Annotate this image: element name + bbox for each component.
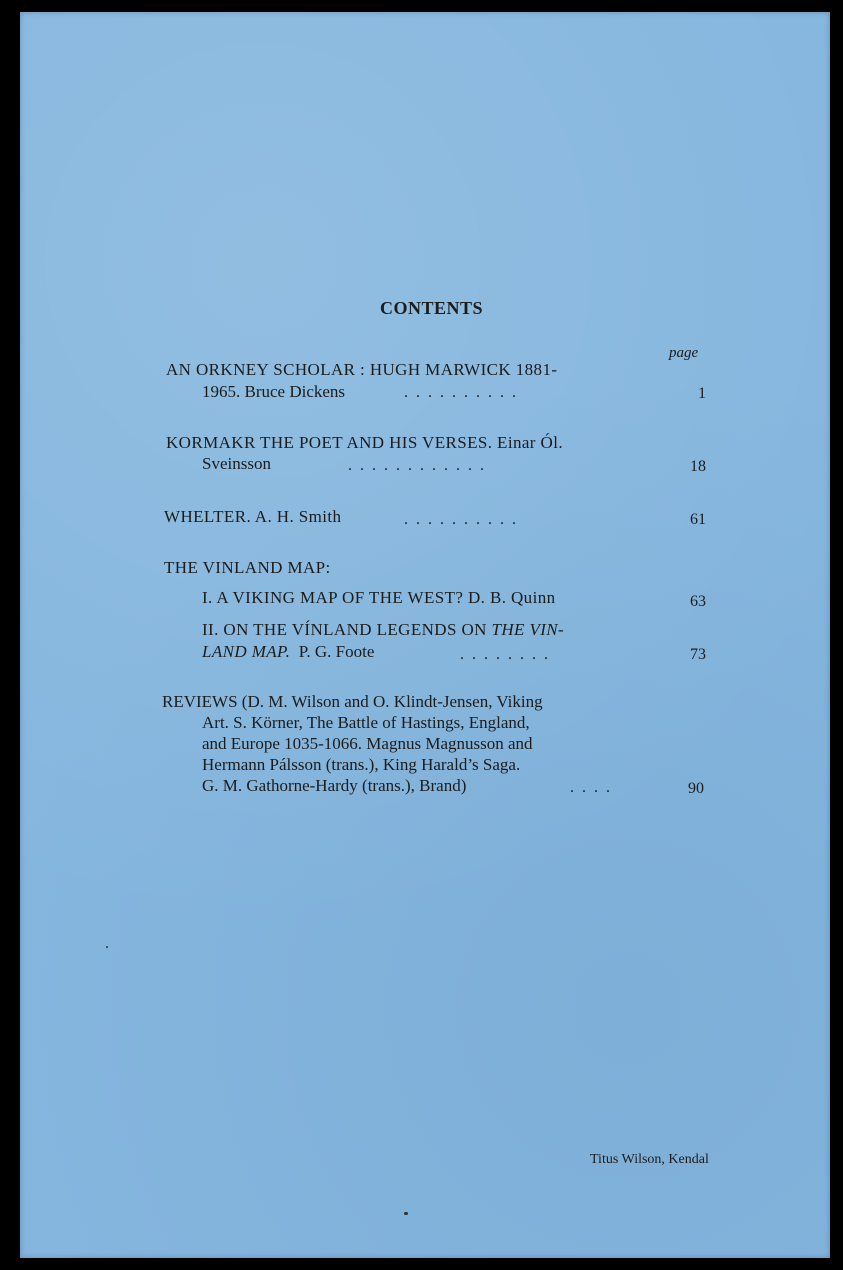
- journal-back-cover: [20, 12, 830, 1258]
- entry-5-page-number: 90: [688, 780, 704, 797]
- printer-imprint: Titus Wilson, Kendal: [590, 1152, 709, 1167]
- entry-2-line-1: KORMAKR THE POET AND HIS VERSES. Einar Ól.: [166, 433, 563, 452]
- entry-4-part-1-page-number: 63: [690, 593, 706, 610]
- entry-1-line-2: 1965. Bruce Dickens: [202, 382, 346, 401]
- contents-heading: CONTENTS: [380, 298, 484, 318]
- entry-2-page-number: 18: [690, 458, 706, 475]
- entry-4-part-2-leader-dots: . . . . . . . .: [460, 646, 550, 663]
- entry-4-part-2-author: P. G. Foote: [298, 642, 375, 661]
- entry-4-part-2-italic-title-cont: LAND MAP.: [202, 642, 291, 661]
- entry-5-line-3: and Europe 1035-1066. Magnus Magnusson and: [202, 734, 533, 753]
- entry-5-leader-dots: . . . .: [570, 779, 612, 796]
- entry-4-part-2-line-1: [202, 620, 564, 640]
- page-column-label: page: [669, 345, 699, 361]
- entry-4-part-2-page-number: 73: [690, 646, 706, 663]
- entry-5-line-2: Art. S. Körner, The Battle of Hastings, England,: [202, 713, 530, 732]
- entry-5-line-4: Hermann Pálsson (trans.), King Harald’s Saga.: [202, 755, 521, 774]
- entry-4-part-1: I. A VIKING MAP OF THE WEST? D. B. Quinn: [202, 588, 556, 607]
- paper-speck: [404, 1212, 408, 1215]
- paper-speck: [106, 946, 108, 948]
- entry-4-part-2-italic-title: THE VIN-: [491, 620, 565, 639]
- entry-1-leader-dots: . . . . . . . . . .: [404, 384, 518, 401]
- entry-4-heading: THE VINLAND MAP:: [164, 558, 331, 577]
- entry-1-line-1: AN ORKNEY SCHOLAR : HUGH MARWICK 1881-: [166, 360, 558, 379]
- entry-4-part-2-text: II. ON THE VÍNLAND LEGENDS ON: [202, 620, 487, 639]
- entry-1-page-number: 1: [698, 385, 706, 402]
- entry-5-line-1: REVIEWS (D. M. Wilson and O. Klindt-Jensen, Viking: [162, 692, 543, 711]
- entry-2-leader-dots: . . . . . . . . . . . .: [348, 457, 486, 474]
- entry-4-part-2-line-2: [202, 642, 374, 662]
- entry-3-page-number: 61: [690, 511, 706, 528]
- entry-3-leader-dots: . . . . . . . . . .: [404, 511, 518, 528]
- entry-2-line-2: Sveinsson: [202, 454, 271, 473]
- entry-3-line-1: WHELTER. A. H. Smith: [164, 507, 342, 526]
- entry-5-line-5: G. M. Gathorne-Hardy (trans.), Brand): [202, 776, 467, 795]
